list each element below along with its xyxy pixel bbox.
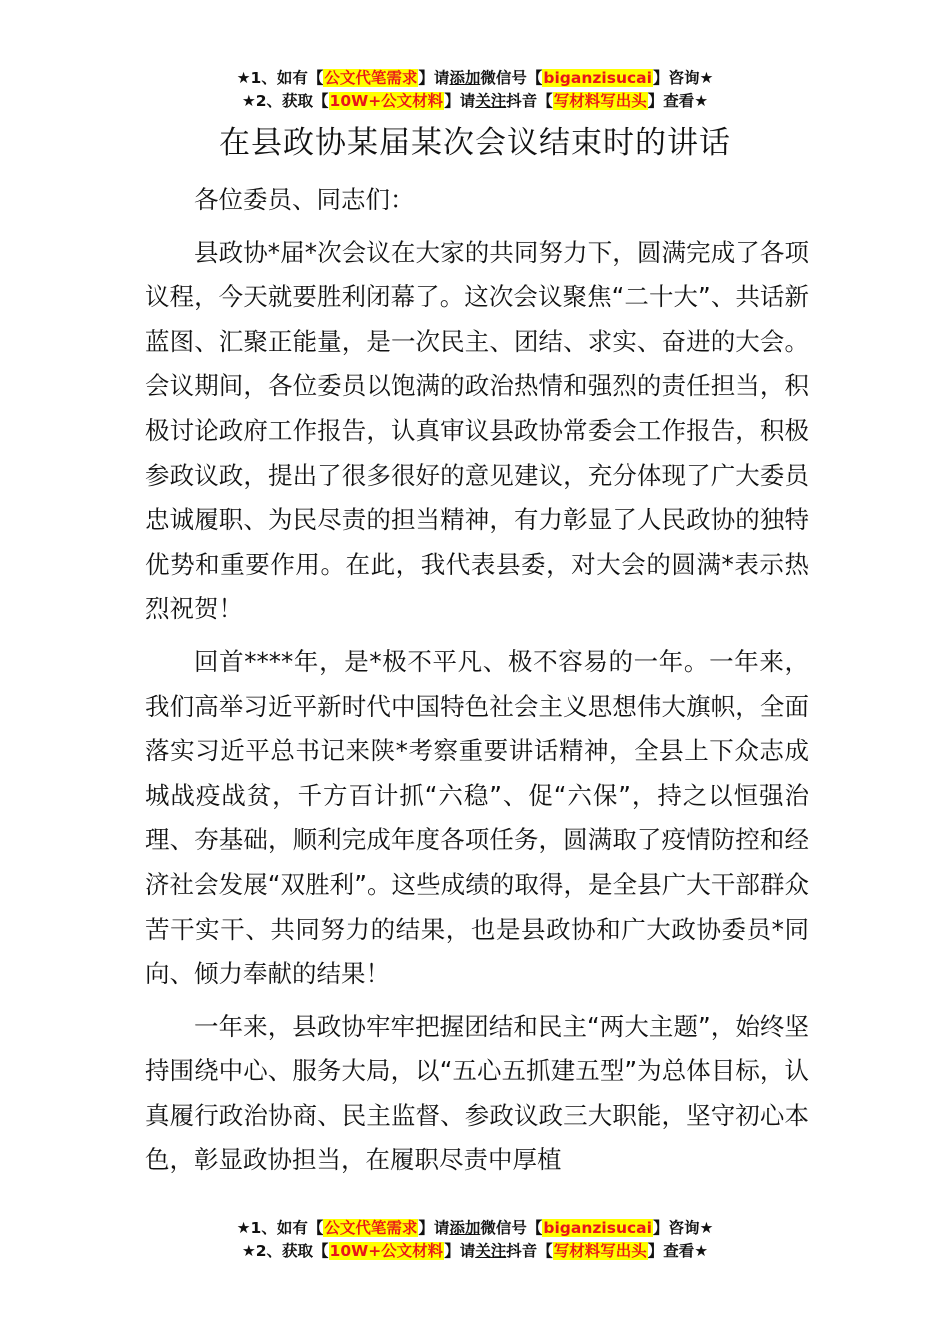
header-promo-line-2: [0, 90, 950, 113]
body-paragraph-1: 县政协*届*次会议在大家的共同努力下，圆满完成了各项议程，今天就要胜利闭幕了。这次会议聚焦“二十大”、共话新蓝图、汇聚正能量，是一次民主、团结、求实、奋进的大会。会议期间，各位委员以饱满的政治热情和强烈的责任担当，积极讨论政府工作报告，认真审议县政协常委会工作报告，积极参政议政，提出了很多很好的意见建议，充分体现了广大委员忠诚履职、为民尽责的担当精神，有力彰显了人民政协的独特优势和重要作用。在此，我代表县委，对大会的圆满*表示热烈祝贺！: [145, 237, 809, 624]
promo-text: ★2、获取【: [241, 1242, 329, 1260]
body-paragraph-2: 回首****年，是*极不平凡、极不容易的一年。一年来，我们高举习近平新时代中国特色社会主义思想伟大旗帜，全面落实习近平总书记来陕*考察重要讲话精神，全县上下众志成城战疫战贫，千方百计抓“六稳”、促“六保”，持之以恒强治理、夯基础，顺利完成年度各项任务，圆满取了疫情防控和经济社会发展“双胜利”。这些成绩的取得，是全县广大干部群众苦干实干、共同努力的结果，也是县政协和广大政协委员*同向、倾力奉献的结果！: [145, 646, 809, 989]
promo-highlight-wechat-id: biganzisucai: [543, 1219, 652, 1237]
promo-underlined-action: 添加: [449, 1219, 481, 1237]
footer-promo-line-1: [0, 1217, 950, 1240]
promo-underlined-action: 关注: [475, 92, 507, 110]
promo-highlight-douyin-account: 写材料写出头: [553, 92, 647, 110]
document-body: [145, 178, 809, 1191]
promo-highlight-douyin-account: 写材料写出头: [553, 1242, 647, 1260]
header-promo-banner: [0, 67, 950, 113]
promo-text: 抖音【: [506, 92, 553, 110]
promo-text: 】查看★: [647, 92, 709, 110]
promo-text: ★2、获取【: [241, 92, 329, 110]
promo-highlight-materials: 10W+公文材料: [329, 92, 444, 110]
footer-promo-banner: [0, 1217, 950, 1263]
promo-highlight-service: 公文代笔需求: [324, 1219, 418, 1237]
footer-promo-line-2: [0, 1240, 950, 1263]
header-promo-line-1: [0, 67, 950, 90]
promo-text: 】请: [444, 92, 476, 110]
promo-text: 】咨询★: [652, 1219, 714, 1237]
promo-text: 】请: [444, 1242, 476, 1260]
promo-text: ★1、如有【: [236, 69, 324, 87]
promo-text: 】咨询★: [652, 69, 714, 87]
promo-text: 微信号【: [480, 69, 543, 87]
promo-highlight-wechat-id: biganzisucai: [543, 69, 652, 87]
promo-underlined-action: 关注: [475, 1242, 507, 1260]
promo-highlight-service: 公文代笔需求: [324, 69, 418, 87]
promo-text: 】请: [418, 69, 450, 87]
document-title: 在县政协某届某次会议结束时的讲话: [219, 125, 731, 161]
salutation: 各位委员、同志们：: [194, 185, 415, 214]
promo-text: ★1、如有【: [236, 1219, 324, 1237]
promo-text: 抖音【: [506, 1242, 553, 1260]
promo-text: 微信号【: [480, 1219, 543, 1237]
promo-highlight-materials: 10W+公文材料: [329, 1242, 444, 1260]
promo-text: 】查看★: [647, 1242, 709, 1260]
body-paragraph-3: 一年来，县政协牢牢把握团结和民主“两大主题”，始终坚持围绕中心、服务大局，以“五心五抓建五型”为总体目标，认真履行政治协商、民主监督、参政议政三大职能，坚守初心本色，彰显政协担当，在履职尽责中厚植: [145, 1011, 809, 1175]
promo-text: 】请: [418, 1219, 450, 1237]
promo-underlined-action: 添加: [449, 69, 481, 87]
